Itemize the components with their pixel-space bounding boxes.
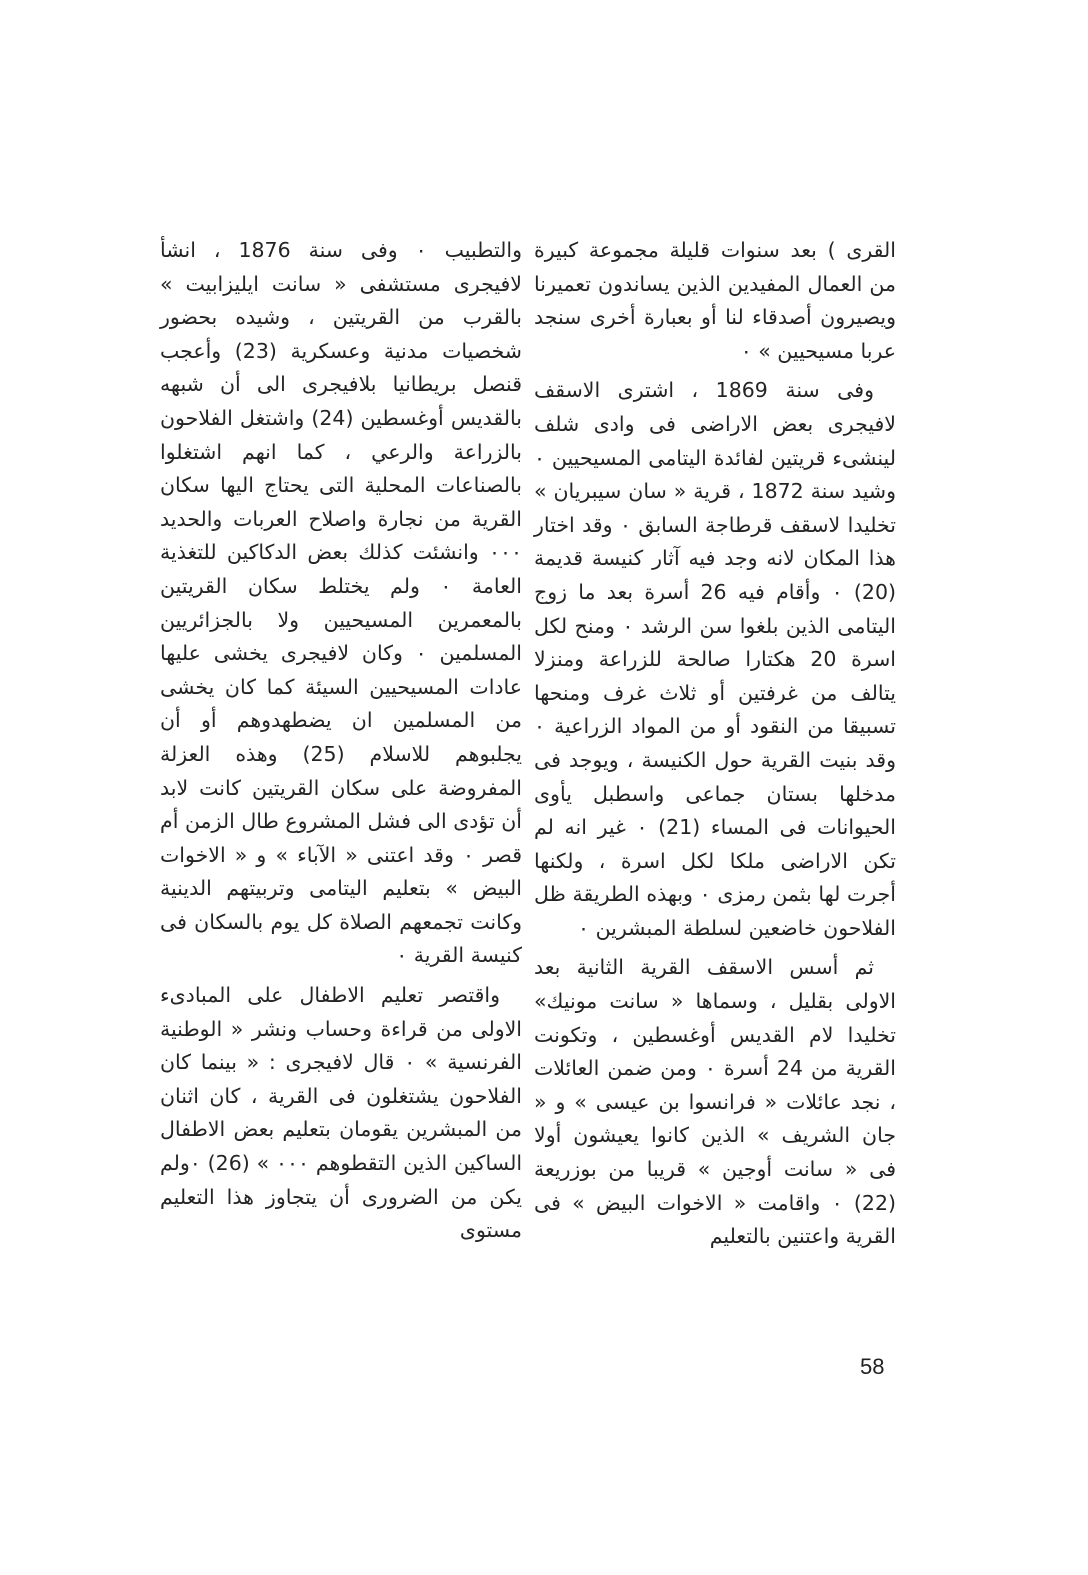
paragraph-left-1: والتطبيب ٠ وفى سنة 1876 ، انشأ لافيجرى مستشفى « سانت ايليزابيت » بالقرب من القريتين ، وشيده بحضور شخصيات مدنية وعسكرية (23) وأعجب قنصل بريطانيا بلافيجرى الى أن شبهه بالقديس أوغسطين (24) واشتغل الفلاحون بالزراعة والرعي ، كما انهم اشتغلوا بالصناعات المحلية التى يحتاج اليها سكان القرية من نجارة واصلاح العربات والحديد ٠٠٠ وانشئت كذلك بعض الدكاكين للتغذية العامة ٠ ولم يختلط سكان القريتين بالمعمرين المسيحيين ولا بالجزائريين المسلمين ٠ وكان لافيجرى يخشى عليها عادات المسيحيين السيئة كما كان يخشى من المسلمين ان يضطهدوهم أو أن يجلبوهم للاسلام (25) وهذه العزلة المفروضة على سكان القريتين كانت لابد أن تؤدى الى فشل المشروع طال الزمن أم قصر ٠ وقد اعتنى « الآباء » و « الاخوات البيض » بتعليم اليتامى وتربيتهم الدينية وكانت تجمعهم الصلاة كل يوم بالسكان فى كنيسة القرية ٠ [160, 238, 522, 968]
right-text-column [534, 234, 896, 1254]
paragraph-right-1: القرى ) بعد سنوات قليلة مجموعة كبيرة من العمال المفيدين الذين يساندون تعميرنا ويصيرون أصدقاء لنا أو بعبارة أخرى سنجد عربا مسيحيين » ٠ [534, 238, 896, 363]
paragraph-right-3: ثم أسس الاسقف القرية الثانية بعد الاولى بقليل ، وسماها « سانت مونيك» تخليدا لام القديس أوغسطين ، وتكونت القرية من 24 أسرة ٠ ومن ضمن العائلات ، نجد عائلات « فرانسوا بن عيسى » و « جان الشريف » الذين كانوا يعيشون أولا فى « سانت أوجين » قريبا من بوزريعة (22) ٠ واقامت « الاخوات البيض » فى القرية واعتنين بالتعليم [534, 955, 896, 1249]
paragraph-left-2: واقتصر تعليم الاطفال على المبادىء الاولى من قراءة وحساب ونشر « الوطنية الفرنسية » ٠ قال لافيجرى : « بينما كان الفلاحون يشتغلون فى القرية ، كان اثنان من المبشرين يقومان بتعليم بعض الاطفال الساكين الذين التقطوهم ٠٠٠ » (26) ٠ولم يكن من الضرورى أن يتجاوز هذا التعليم مستوى [160, 983, 523, 1243]
page-number: 58 [860, 1354, 885, 1379]
left-text-column [160, 234, 522, 1248]
paragraph-right-2: وفى سنة 1869 ، اشترى الاسقف لافيجرى بعض الاراضى فى وادى شلف لينشىء قريتين لفائدة اليتامى المسيحيين ٠ وشيد سنة 1872 ، قرية « سان سيبريان » تخليدا لاسقف قرطاجة السابق ٠ وقد اختار هذا المكان لانه وجد فيه آثار كنيسة قديمة (20) ٠ وأقام فيه 26 أسرة بعد ما زوج اليتامى الذين بلغوا سن الرشد ٠ ومنح لكل اسرة 20 هكتارا صالحة للزراعة ومنزلا يتالف من غرفتين أو ثلاث غرف ومنحها تسبيقا من النقود أو من المواد الزراعية ٠ وقد بنيت القرية حول الكنيسة ، ويوجد فى مدخلها بستان جماعى واسطبل يأوى الحيوانات فى المساء (21) ٠ غير انه لم تكن الاراضى ملكا لكل اسرة ، ولكنها أجرت لها بثمن رمزى ٠ وبهذه الطريقة ظل الفلاحون خاضعين لسلطة المبشرين ٠ [534, 378, 897, 940]
